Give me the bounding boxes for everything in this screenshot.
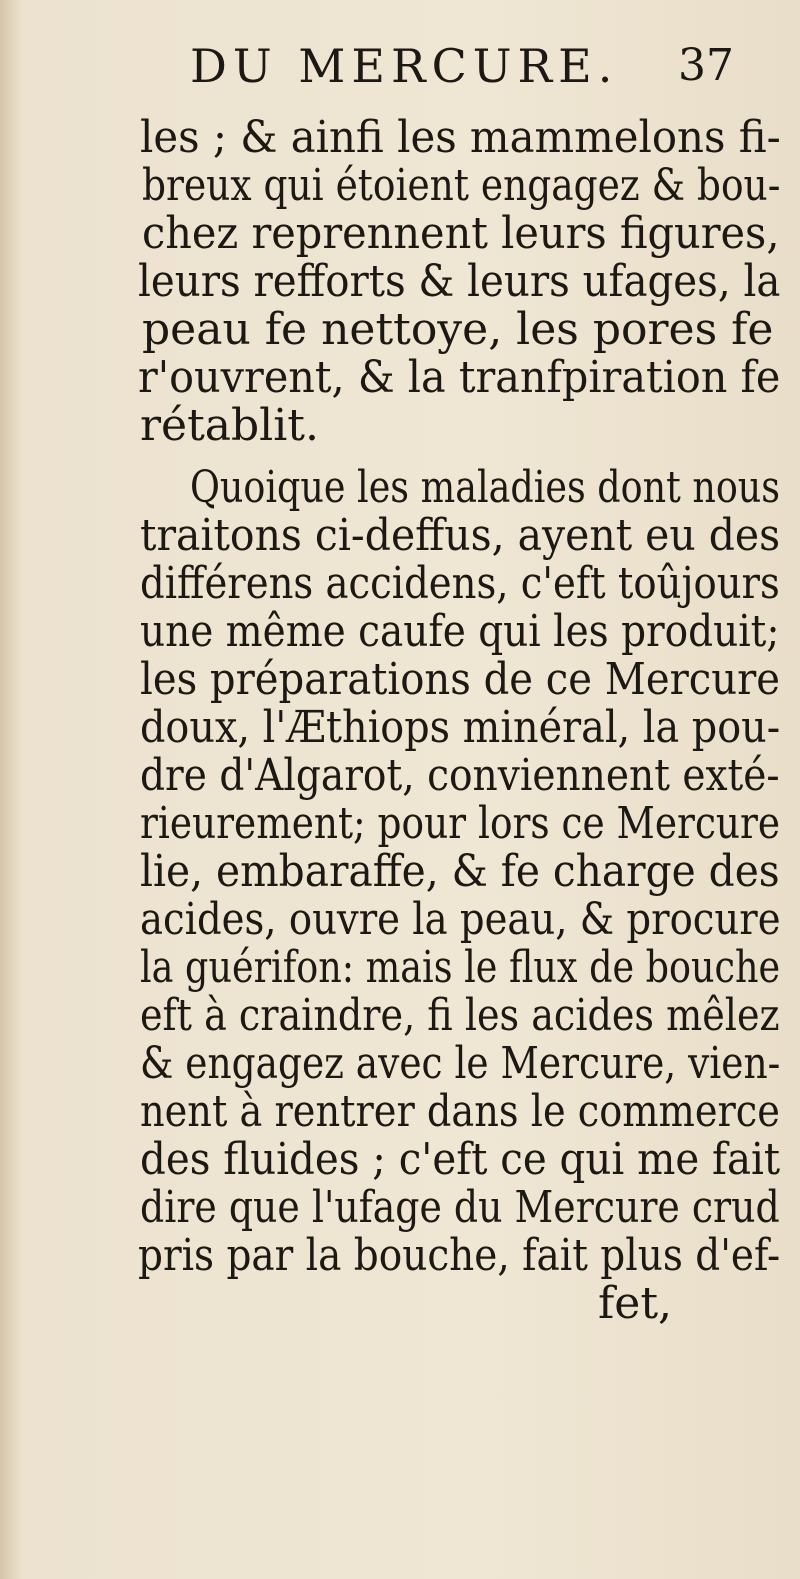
text-line: la guérifon: mais le flux de bouche	[140, 942, 781, 993]
catchword: fet,	[598, 1278, 672, 1329]
text-line: acides, ouvre la peau, & procure	[140, 894, 781, 945]
text-line: breux qui étoient engagez & bou-	[142, 160, 781, 211]
text-line: r'ouvrent, & la tranfpiration fe	[138, 352, 781, 403]
text-line: traitons ci-deffus, ayent eu des	[140, 510, 781, 561]
text-line: doux, l'Æthiops minéral, la pou-	[140, 702, 781, 753]
text-line: les ; & ainfi les mammelons fi-	[140, 112, 781, 163]
text-line: rétablit.	[140, 400, 319, 451]
text-line: peau fe nettoye, les pores fe	[142, 304, 774, 355]
running-head	[0, 36, 800, 96]
text-line: rieurement; pour lors ce Mercure	[140, 798, 781, 849]
text-line: eft à craindre, fi les acides mêlez	[140, 990, 780, 1041]
text-line: une même caufe qui les produit;	[140, 606, 780, 657]
text-line: lie, embaraffe, & fe charge des	[140, 846, 780, 897]
text-line: les préparations de ce Mercure	[140, 654, 781, 705]
running-head-title: DU MERCURE.	[190, 39, 619, 93]
text-line: pris par la bouche, fait plus d'ef-	[138, 1230, 781, 1281]
text-line: Quoique les maladies dont nous	[190, 462, 781, 513]
text-line: leurs refforts & leurs ufages, la	[138, 256, 781, 307]
page-number: 37	[678, 40, 734, 91]
text-line: chez reprennent leurs figures,	[142, 208, 780, 259]
text-line: nent à rentrer dans le commerce	[140, 1086, 780, 1137]
text-line: & engagez avec le Mercure, vien-	[140, 1038, 781, 1089]
text-line: dre d'Algarot, conviennent exté-	[140, 750, 780, 801]
text-line: différens accidens, c'eft toûjours	[140, 558, 780, 609]
text-line: dire que l'ufage du Mercure crud	[140, 1182, 780, 1233]
text-line: des fluides ; c'eft ce qui me fait	[140, 1134, 781, 1185]
